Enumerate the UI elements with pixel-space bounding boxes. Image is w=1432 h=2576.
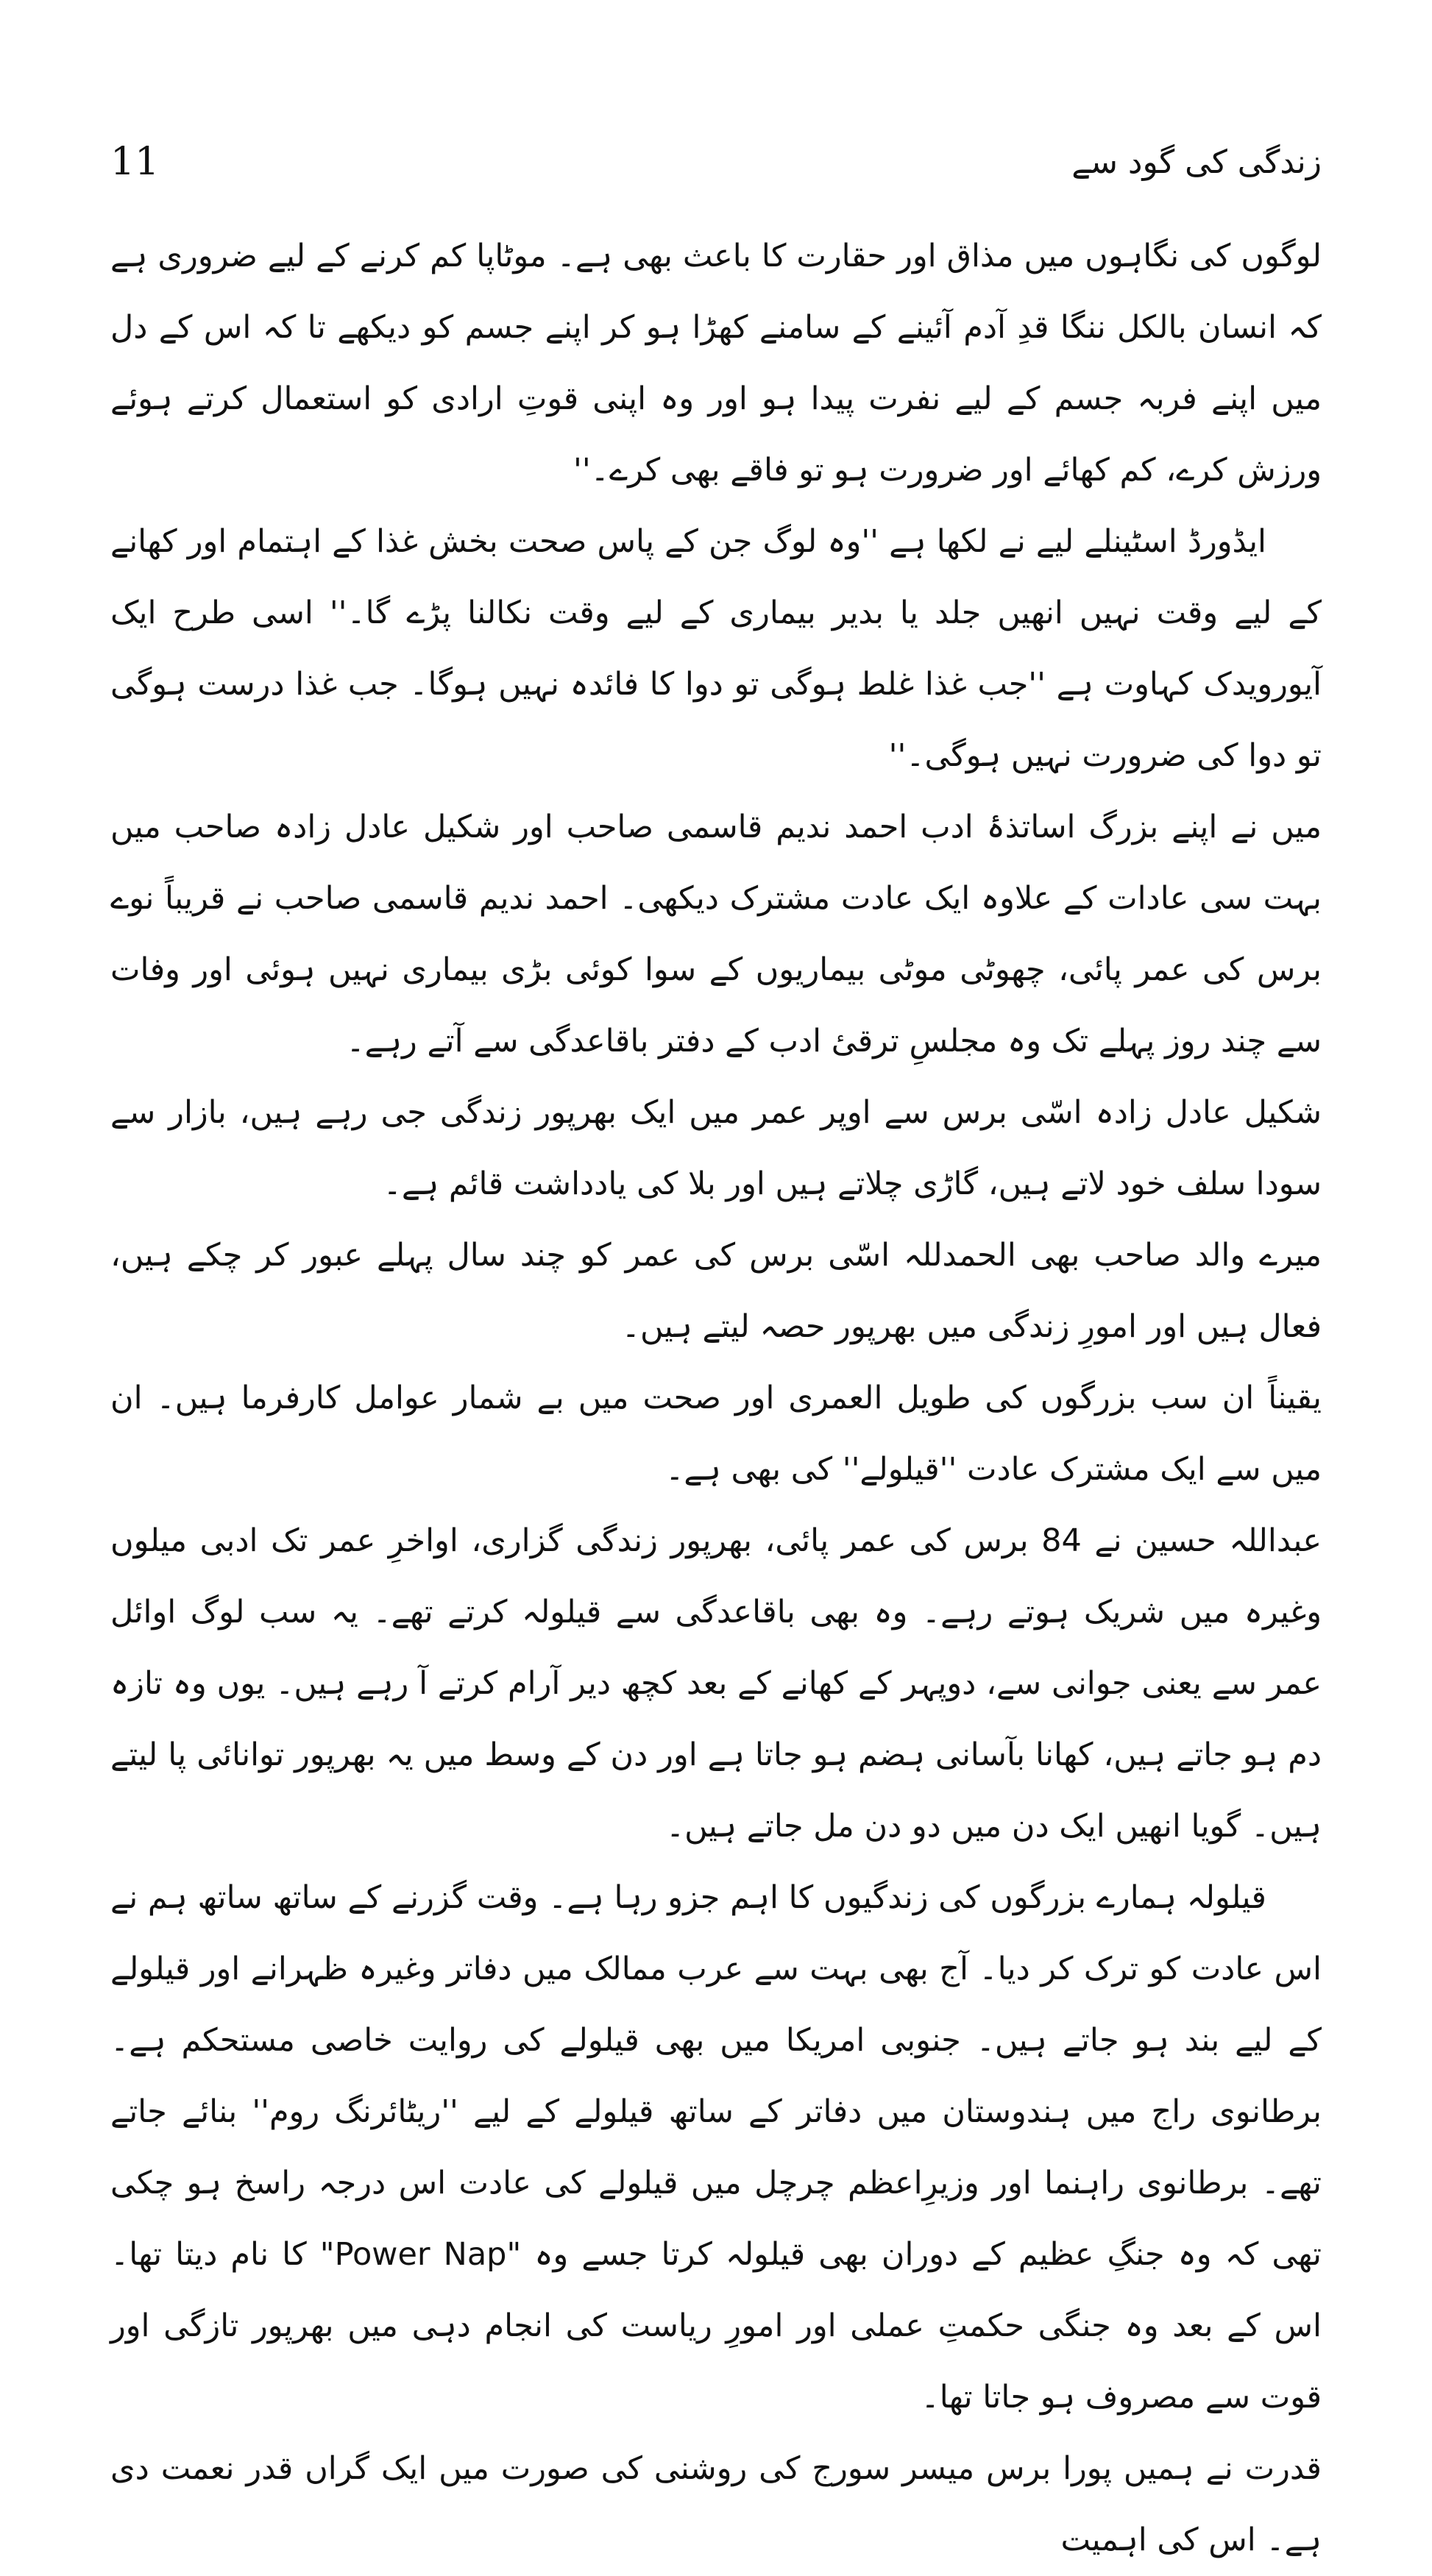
paragraph: میں نے اپنے بزرگ اساتذۂ ادب احمد ندیم قاسمی صاحب اور شکیل عادل زادہ صاحب میں بہت سی عادات کے علاوہ ایک عادت مشترک دیکھی۔ احمد ندیم قاسمی صاحب نے قریباً نوے برس کی عمر پائی، چھوٹی موٹی بیماریوں کے سوا کوئی بڑی بیماری نہیں ہوئی اور وفات سے چند روز پہلے تک وہ مجلسِ ترقیٔ ادب کے دفتر باقاعدگی سے آتے رہے۔ <box>110 809 1322 1060</box>
running-head: زندگی کی گود سے <box>1071 143 1322 181</box>
paragraph: میرے والد صاحب بھی الحمدللہ اسّی برس کی عمر کو چند سال پہلے عبور کر چکے ہیں، فعال ہیں اور امورِ زندگی میں بھرپور حصہ لیتے ہیں۔ <box>110 1237 1322 1345</box>
paragraph: ایڈورڈ اسٹینلے لیے نے لکھا ہے ''وہ لوگ جن کے پاس صحت بخش غذا کے اہتمام اور کھانے کے لیے وقت نہیں انھیں جلد یا بدیر بیماری کے لیے وقت نکالنا پڑے گا۔'' اسی طرح ایک آیورویدک کہاوت ہے ''جب غذا غلط ہوگی تو دوا کا فائدہ نہیں ہوگا۔ جب غذا درست ہوگی تو دوا کی ضرورت نہیں ہوگی۔'' <box>110 523 1322 774</box>
page-body <box>110 221 1322 2558</box>
paragraph: لوگوں کی نگاہوں میں مذاق اور حقارت کا باعث بھی ہے۔ موٹاپا کم کرنے کے لیے ضروری ہے کہ انسان بالکل ننگا قدِ آدم آئینے کے سامنے کھڑا ہو کر اپنے جسم کو دیکھے تا کہ اس کے دل میں اپنے فربہ جسم کے لیے نفرت پیدا ہو اور وہ اپنی قوتِ ارادی کو استعمال کرتے ہوئے ورزش کرے، کم کھائے اور ضرورت ہو تو فاقے بھی کرے۔'' <box>110 238 1322 489</box>
paragraph: قدرت نے ہمیں پورا برس میسر سورج کی روشنی کی صورت میں ایک گراں قدر نعمت دی ہے۔ اس کی اہمیت <box>110 2450 1322 2558</box>
paragraph: شکیل عادل زادہ اسّی برس سے اوپر عمر میں ایک بھرپور زندگی جی رہے ہیں، بازار سے سودا سلف خود لاتے ہیں، گاڑی چلاتے ہیں اور بلا کی یادداشت قائم ہے۔ <box>110 1094 1322 1202</box>
page-number: 11 <box>110 140 160 184</box>
page-header <box>110 121 1322 202</box>
paragraph: عبداللہ حسین نے 84 برس کی عمر پائی، بھرپور زندگی گزاری، اواخرِ عمر تک ادبی میلوں وغیرہ میں شریک ہوتے رہے۔ وہ بھی باقاعدگی سے قیلولہ کرتے تھے۔ یہ سب لوگ اوائل عمر سے یعنی جوانی سے، دوپہر کے کھانے کے بعد کچھ دیر آرام کرتے آ رہے ہیں۔ یوں وہ تازہ دم ہو جاتے ہیں، کھانا بآسانی ہضم ہو جاتا ہے اور دن کے وسط میں یہ بھرپور توانائی پا لیتے ہیں۔ گویا انھیں ایک دن میں دو دن مل جاتے ہیں۔ <box>110 1522 1322 1845</box>
paragraph: قیلولہ ہمارے بزرگوں کی زندگیوں کا اہم جزو رہا ہے۔ وقت گزرنے کے ساتھ ساتھ ہم نے اس عادت کو ترک کر دیا۔ آج بھی بہت سے عرب ممالک میں دفاتر وغیرہ ظہرانے اور قیلولے کے لیے بند ہو جاتے ہیں۔ جنوبی امریکا میں بھی قیلولے کی روایت خاصی مستحکم ہے۔ برطانوی راج میں ہندوستان میں دفاتر کے ساتھ قیلولے کے لیے ''ریٹائرنگ روم'' بنائے جاتے تھے۔ برطانوی راہنما اور وزیرِاعظم چرچل میں قیلولے کی عادت اس درجہ راسخ ہو چکی تھی کہ وہ جنگِ عظیم کے دوران بھی قیلولہ کرتا جسے وہ "Power Nap" کا نام دیتا تھا۔ اس کے بعد وہ جنگی حکمتِ عملی اور امورِ ریاست کی انجام دہی میں بھرپور تازگی اور قوت سے مصروف ہو جاتا تھا۔ <box>110 1879 1322 2416</box>
paragraph: یقیناً ان سب بزرگوں کی طویل العمری اور صحت میں بے شمار عوامل کارفرما ہیں۔ ان میں سے ایک مشترک عادت ''قیلولے'' کی بھی ہے۔ <box>110 1380 1322 1488</box>
